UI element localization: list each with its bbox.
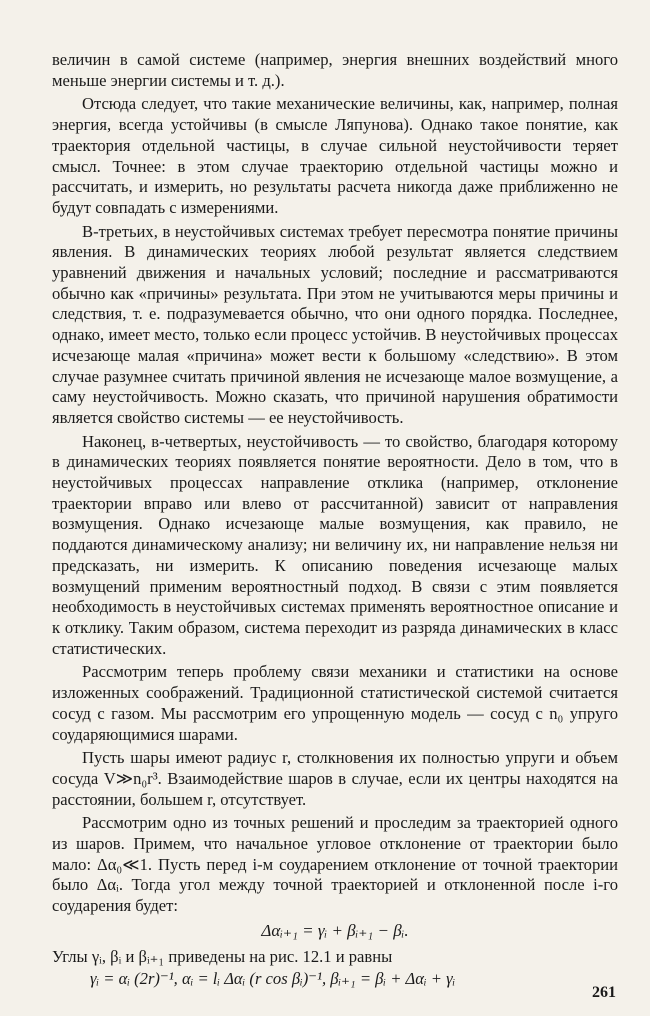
- paragraph-5: Рассмотрим теперь проблему связи механики и статистики на основе изложенных соображений. Традиционной статистической системой считается сосуд с газом. Мы рассмотрим его упрощенную модель — сосуд с n₀ упруго соударяющимися шарами.: [52, 662, 618, 744]
- paragraph-7: Рассмотрим одно из точных решений и проследим за траекторией одного из шаров. Примем, что начальное угловое отклонение от траектории было мало: Δα₀≪1. Пусть перед i-м соударением отклонение от точной траектории было Δαᵢ. Тогда угол между точной траекторией и отклоненной после i-го соударения будет:: [52, 813, 618, 916]
- trailing-text: Углы γᵢ, βᵢ и βᵢ₊₁ приведены на рис. 12.1 и равны: [52, 946, 393, 966]
- paragraph-6: Пусть шары имеют радиус r, столкновения их полностью упруги и объем сосуда V≫n₀r³. Взаимодействие шаров в случае, если их центры находятся на расстоянии, большем r, отсутствует.: [52, 748, 618, 809]
- equation-1: Δαᵢ₊₁ = γᵢ + βᵢ₊₁ − βᵢ.: [261, 920, 409, 940]
- paragraph-1: величин в самой системе (например, энергия внешних воздействий много меньше энергии системы и т. д.).: [52, 50, 618, 90]
- page-body: [52, 50, 618, 990]
- page-number: 261: [592, 984, 616, 1001]
- paragraph-4: Наконец, в-четвертых, неустойчивость — то свойство, благодаря которому в динамических теориях появляется понятие вероятности. Дело в том, что в неустойчивых процессах направление отклика (например, отклонение траектории вправо или влево от рассчитанной) зависит от направления возмущения. Однако исчезающе малые возмущения, как правило, не поддаются динамическому анализу; ни величину их, ни направление нельзя ни предсказать, ни измерить. К описанию поведения исчезающе малых возмущений применим вероятностный подход. В связи с этим появляется необходимость в неустойчивых системах применять вероятностное описание и к отклику. Таким образом, система переходит из разряда динамических в класс статистических.: [52, 431, 618, 658]
- equation-2: γᵢ = αᵢ (2r)⁻¹, αᵢ = lᵢ Δαᵢ (r cos βᵢ)⁻¹, βᵢ₊₁ = βᵢ + Δαᵢ + γᵢ: [90, 968, 456, 988]
- paragraph-2: Отсюда следует, что такие механические величины, как, например, полная энергия, всегда устойчивы (в смысле Ляпунова). Однако такое понятие, как траектория отдельной частицы, в случае сильной неустойчивости теряет смысл. Точнее: в этом случае траекторию отдельной частицы можно и рассчитать, и измерить, но результаты расчета никогда даже приближенно не будут совпадать с измерениями.: [52, 94, 618, 217]
- paragraph-3: В-третьих, в неустойчивых системах требует пересмотра понятие причины явления. В динамических теориях любой результат является следствием уравнений движения и начальных условий; последние и рассматриваются обычно как «причины» результата. При этом не учитываются меры причины и следствия, т. е. подразумевается обычно, что они одного порядка. Последнее, однако, имеет место, только если процесс устойчив. В неустойчивых процессах исчезающе малая «причина» может вести к большому «следствию». В этом случае разумнее считать причиной явления не исчезающе малое возмущение, а саму неустойчивость. Можно сказать, что причиной нарушения обратимости является свойство системы — ее неустойчивость.: [52, 221, 618, 427]
